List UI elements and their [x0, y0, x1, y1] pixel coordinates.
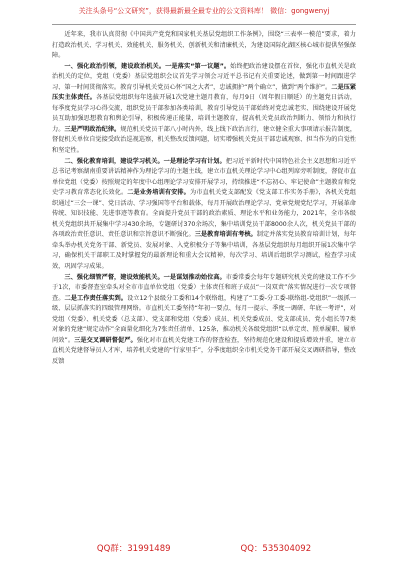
- section-2-paragraph: 二、强化教育培训，建设学习机关。一是理论学习有计划。把习近平新时代中国特色社会主义思想和习近平总书记考察湖南重要讲话精神作为理论学习的主题主线，建立市直机关理论学习中心组列席旁听制度，督促市直单位党组（党委）按照规定的年度中心组理论学习安排开展学习，持续推进“不忘初心、牢记使命”主题教育和党史学习教育常态化长效化。二是业务培训有安排。为市直机关党支部配发《党支部工作实务手册》，各机关党组织通过“三会一课”、党日活动、学习强国等平台和载体，每月开展政治理论学习、党章党规党纪学习，开展革命传统、知识技能、先进事迹等教育。全面提升党员干部的政治素质、理论水平和业务能力，2021年，全市各级机关党组织共开展集中学习430余场，专题研讨370余场次，集中培训党员干部8000余人次，机关党员干部的各项政治责任意识、责任意识和宗旨意识不断强化。三是教育培训有考核。制定并落实党员教育培训计划，每年牵头举办机关党务干部、新党员、发展对象、入党积极分子等集中培训，各基层党组织每月组织开展1次集中学习，确保机关干部职工及时掌握党的最新理论和重大会议精神，每次学习、培训后组织学习测试，检查学习成效，巩固学习成果。: [52, 157, 356, 271]
- qq-number-text: QQ：535304092: [240, 544, 312, 554]
- section-1-paragraph-1: 一、强化政治引领，建设政治机关。一是落实“第一议题”。始终把政治建设摆在首位，强化市直机关是政治机关的定位，党组（党委）基层党组织会议首先学习领会习近平总书记有关重要论述，做到第一时间跟进学习、第一时间贯彻落实。教育引导机关党员心怀“国之大者”，忠诚拥护“两个确立”，做到“两个维护”。二是压紧压实主体责任。各基层党组织每年选拔开展1次党建主题月教育，每月9日（周年假日顺延）的主题党日活动，每季度党员学习心得交流，组织党员干部参加各类培训，教育引导党员干部始终对党忠诚老实、围绕建设开展党员互助加强思想教育和舆论引导，积极传递正能量，培训主题教育，提高机关党员政治判断力、领悟力和执行力。三是严明政治纪律。规范机关党员干部八小时内外，线上线下政治言行，建立健全重大事项请示报告制度，督促机关单位自觉接受政治巡视巡察，机关整改反馈问题，切实增强机关党员干部忠诚观察、担当作为的自觉性和坚定性。: [52, 62, 356, 155]
- promo-banner: 关注头条号“公文研究”，获得最新最全最专业的公文资料库！ 微信：gongwenyj: [78, 7, 330, 15]
- section-3-title: 三、强化细管严督，建设效能机关。: [64, 273, 164, 281]
- section-2-point-3-title: 三是教育培训有考核。: [194, 231, 257, 239]
- header-rule: [52, 24, 356, 25]
- section-1-title: 一、强化政治引领，建设政治机关。: [64, 62, 166, 70]
- document-body: [52, 30, 356, 522]
- section-2-point-1-title: 一是理论学习有计划。: [163, 157, 226, 165]
- section-1-point-2-title: 二是压紧压实主体责任。: [52, 83, 356, 102]
- section-2-title: 二、强化教育培训，建设学习机关。: [64, 157, 164, 165]
- footer-contact: [52, 542, 356, 554]
- section-1-point-3-title: 三是严明政治纪律。: [64, 125, 121, 133]
- section-1-point-1-title: 一是落实“第一议题”。: [165, 62, 231, 70]
- section-2-point-2-title: 二是业务培训有安排。: [127, 189, 190, 197]
- section-3-paragraph: 三、强化细管严督，建设效能机关。一是谋划推动始位高。市委常委会每年专题研究机关党的建设工作不少于1次，市委督查室牵头对全市市直单位党组（党委）主体责任和班子成员“一岗双责”落实情况进行一次专项督查。二是工作责任落实到。设立12个县级分工委和14个联络组，构建了“工委-分工委-联络组-党组织”一级抓一级、层层抓落实的四级管理网络。市直机关工委坚持“年初一要点、每月一提示、季度一调研、年底一考评”，对党组（党委）、机关党委（总支部）、党支部和党组（党委）成员、机关党委成员、党支部成员、党小组长等7类对象的党建“规定动作”全面量化细化为7张责任清单、125条，推动机关各级党组织“以单定责、照单履职、履单问效”。三是交叉调研督促严。强化对市直机关党建工作的督查检查，坚持规范化建设和提质增效并重，建立市直机关党建督导员人才库，培养机关党建的“行家里手”，分季度组织全市机关党务干部开展交叉调研指导，整改反馈: [52, 273, 356, 365]
- section-3-point-1-title: 一是谋划推动始位高。: [163, 273, 226, 281]
- intro-paragraph: 近年来，我市认真贯彻《中国共产党党和国家机关基层党组织工作条例》，围绕“三表率一模范”要求，着力打造政治机关、学习机关、效能机关、服务机关、创新机关和清廉机关，为建设国际化湖区核心城市提供坚强保障。: [52, 31, 356, 60]
- qq-group-text: QQ群：31991489: [96, 544, 171, 554]
- section-3-point-2-title: 二是工作责任落实到。: [64, 294, 127, 302]
- section-3-point-3-title: 三是交叉调研督促严。: [74, 336, 137, 344]
